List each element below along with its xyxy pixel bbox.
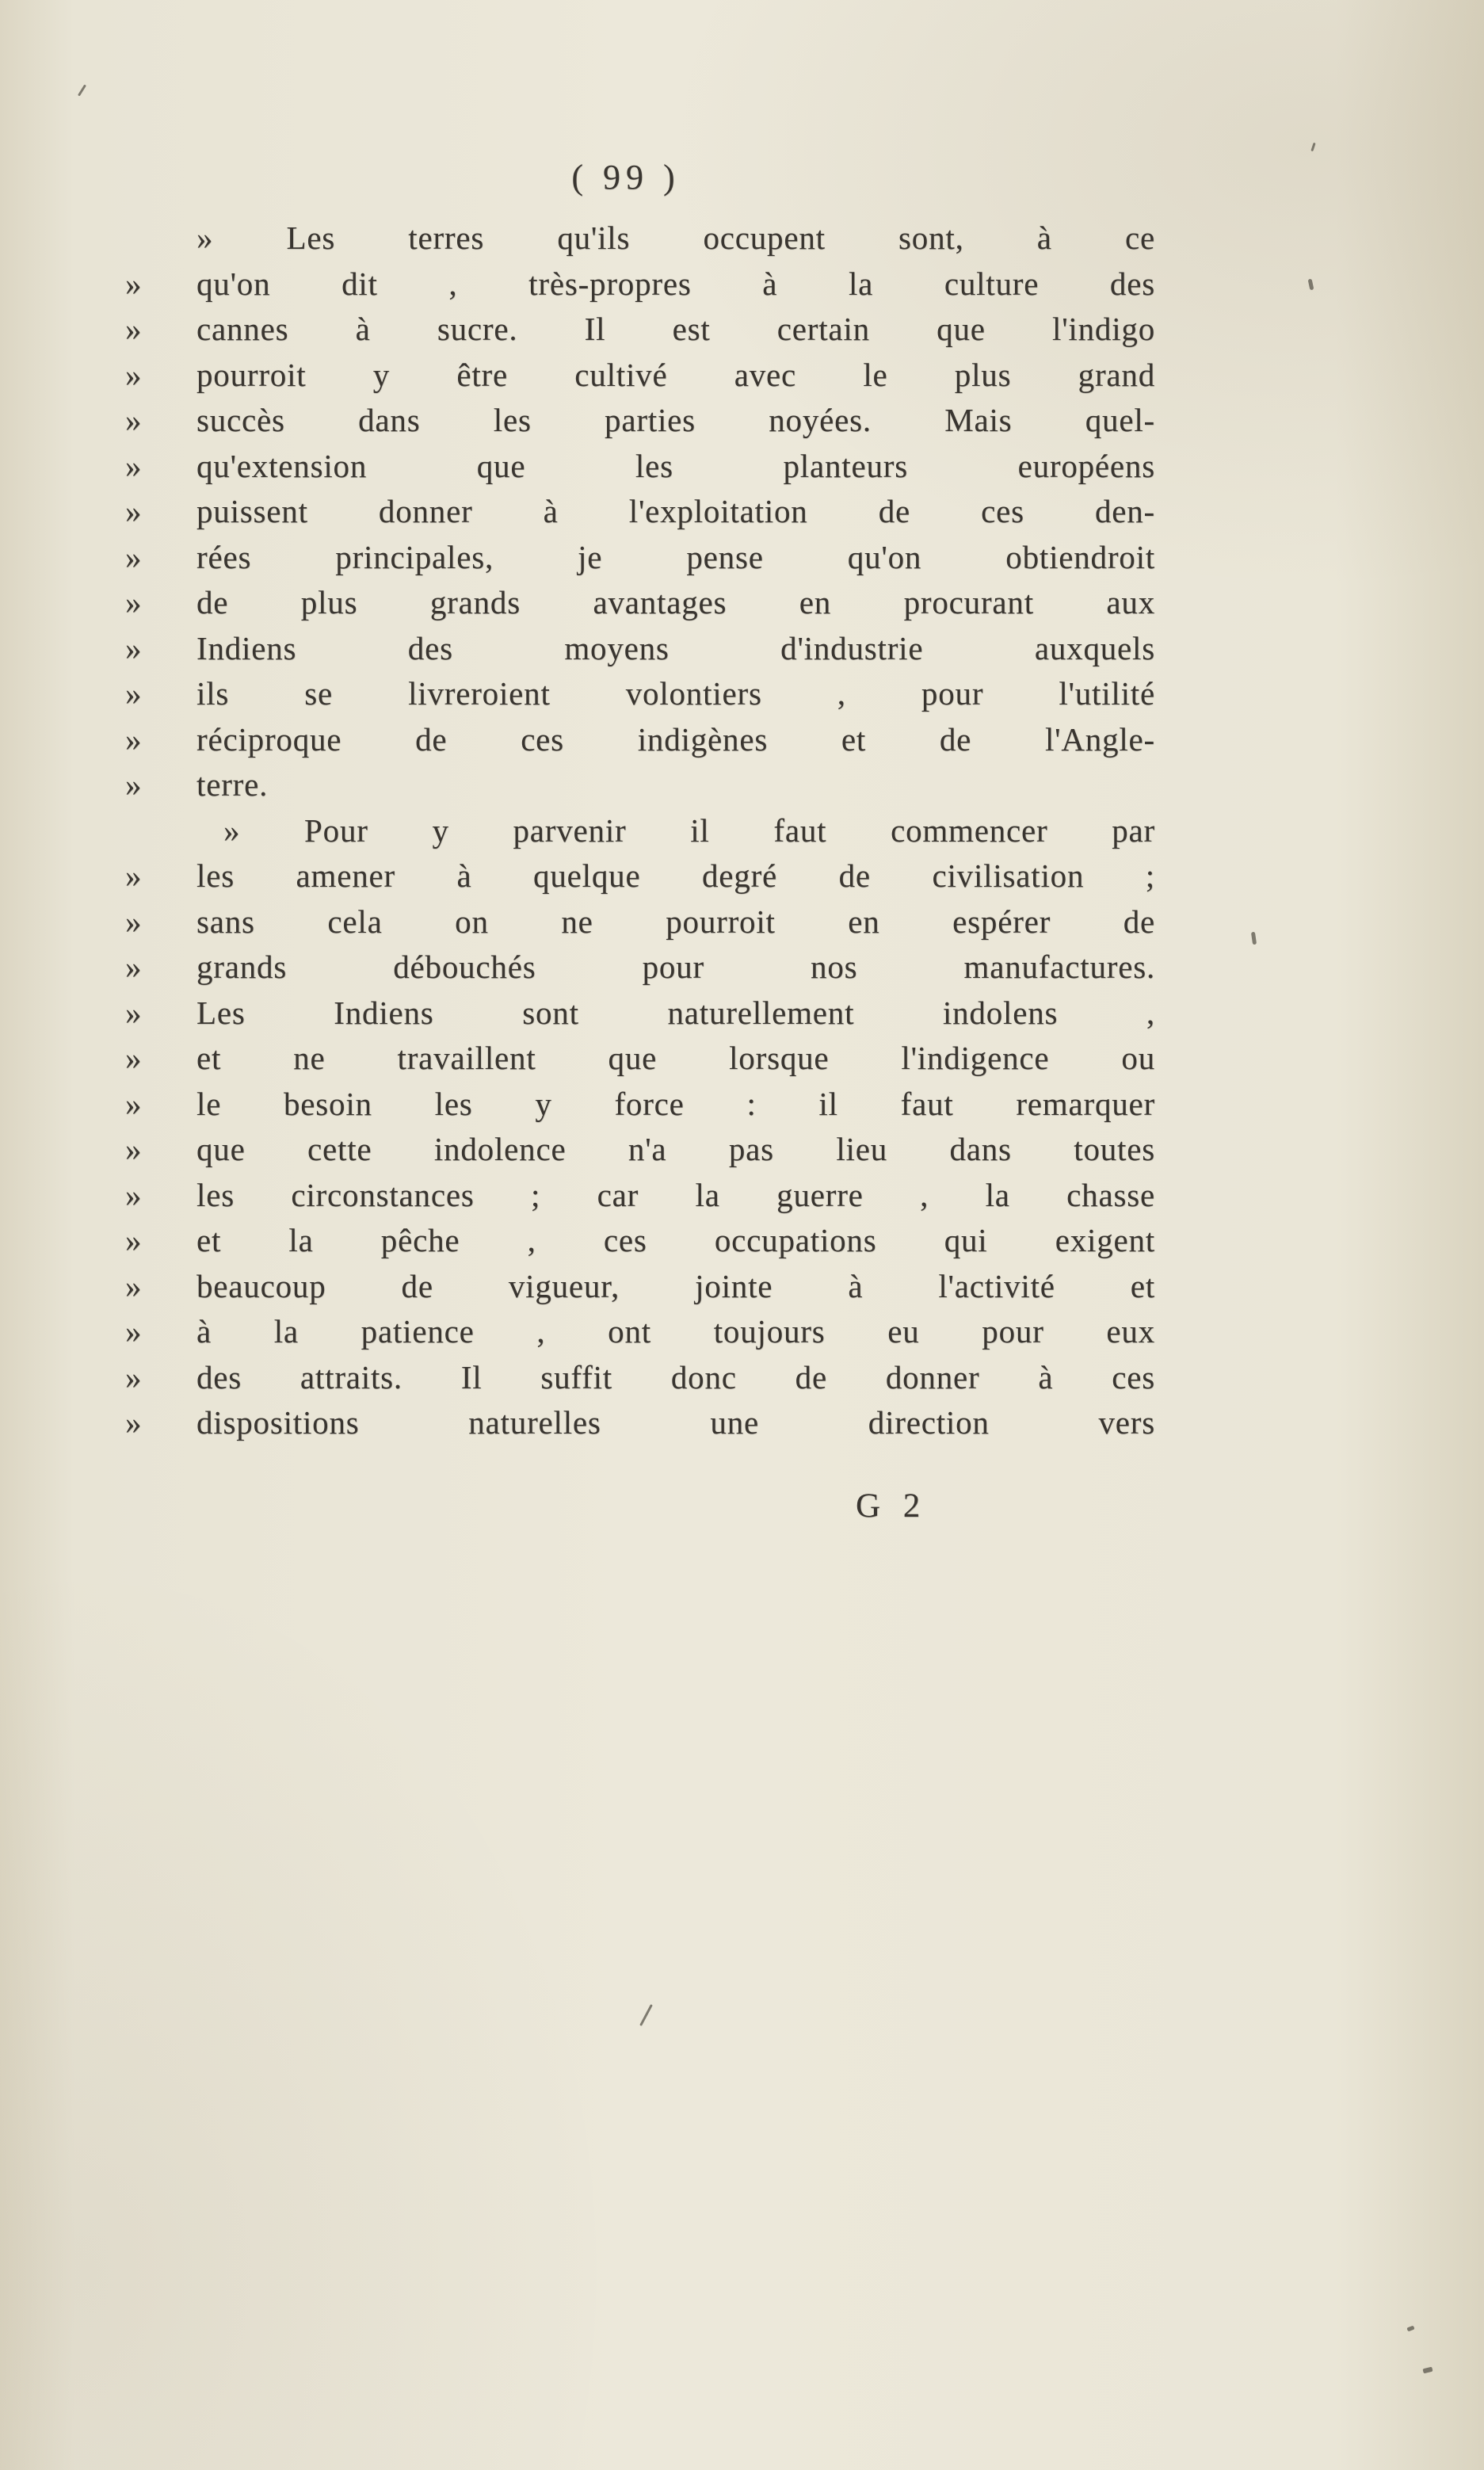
line-text: de plus grands avantages en procurant aux — [196, 584, 1155, 620]
text-line — [125, 580, 1155, 626]
text-line — [125, 1127, 1155, 1173]
quote-mark: » — [125, 447, 143, 484]
text-line — [125, 762, 1155, 808]
line-text: et ne travaillent que lorsque l'indigence ou — [196, 1040, 1155, 1076]
line-text: ils se livreroient volontiers , pour l'utilité — [196, 675, 1155, 712]
quote-mark: » — [125, 1222, 143, 1258]
paper-mark — [78, 84, 86, 96]
paper-mark — [1308, 279, 1314, 291]
line-text: qu'extension que les planteurs européens — [196, 447, 1155, 484]
line-text: réciproque de ces indigènes et de l'Angle- — [196, 720, 1155, 758]
quote-mark: » — [125, 584, 143, 620]
line-text: grands débouchés pour nos manufactures. — [196, 949, 1155, 985]
quote-mark: » — [125, 1404, 143, 1441]
text-line — [125, 1218, 1155, 1264]
text-line — [125, 398, 1155, 444]
quote-mark: » — [125, 1313, 143, 1350]
text-line — [125, 1400, 1155, 1446]
text-block — [125, 216, 1155, 1446]
text-line — [125, 899, 1155, 945]
text-line — [125, 535, 1155, 581]
gathering-signature: G 2 — [856, 1487, 928, 1525]
quote-mark: » — [125, 265, 143, 302]
text-line — [125, 853, 1155, 899]
quote-mark: » — [125, 1267, 143, 1304]
text-line — [125, 1173, 1155, 1219]
quote-mark: » — [125, 493, 143, 529]
line-text: beaucoup de vigueur, jointe à l'activité et — [196, 1267, 1155, 1304]
paper-mark — [1422, 2367, 1432, 2374]
text-line — [125, 444, 1155, 490]
quote-mark — [125, 808, 196, 854]
line-text: » Pour y parvenir il faut commencer par — [223, 811, 1155, 849]
line-text: le besoin les y force : il faut remarquer — [196, 1085, 1155, 1122]
quote-mark — [125, 216, 196, 262]
line-text: rées principales, je pense qu'on obtiendroit — [196, 538, 1155, 575]
text-line — [125, 945, 1155, 991]
line-text: les circonstances ; car la guerre , la chasse — [196, 1176, 1155, 1213]
paper-mark — [1251, 932, 1257, 945]
text-line — [125, 1264, 1155, 1310]
text-line — [125, 489, 1155, 535]
text-line — [125, 991, 1155, 1036]
line-text: Les Indiens sont naturellement indolens , — [196, 994, 1155, 1031]
line-text: cannes à sucre. Il est certain que l'indigo — [196, 311, 1155, 347]
line-text: pourroit y être cultivé avec le plus grand — [196, 356, 1155, 393]
text-line — [125, 671, 1155, 717]
text-line — [125, 216, 1155, 262]
text-line — [125, 808, 1155, 854]
text-line — [125, 1309, 1155, 1355]
line-text: Indiens des moyens d'industrie auxquels — [196, 629, 1155, 666]
line-text: les amener à quelque degré de civilisation ; — [196, 857, 1155, 894]
text-line — [125, 1355, 1155, 1401]
line-text: dispositions naturelles une direction vers — [196, 1404, 1155, 1441]
quote-mark: » — [125, 1176, 143, 1213]
quote-mark: » — [125, 1040, 143, 1076]
quote-mark: » — [125, 538, 143, 575]
line-text: puissent donner à l'exploitation de ces den- — [196, 493, 1155, 529]
text-line — [125, 717, 1155, 763]
quote-mark: » — [125, 1131, 143, 1167]
quote-mark: » — [125, 356, 143, 393]
quote-mark: » — [125, 857, 143, 894]
quote-mark: » — [125, 994, 143, 1031]
text-line — [125, 1082, 1155, 1128]
quote-mark: » — [125, 766, 143, 803]
text-line — [125, 626, 1155, 672]
text-line — [125, 307, 1155, 353]
line-text: sans cela on ne pourroit en espérer de — [196, 903, 1155, 940]
line-text: terre. — [196, 766, 269, 803]
quote-mark: » — [125, 1085, 143, 1122]
quote-mark: » — [125, 629, 143, 666]
line-text: que cette indolence n'a pas lieu dans toutes — [196, 1131, 1155, 1167]
page-number: ( 99 ) — [571, 158, 681, 197]
quote-mark: » — [125, 720, 143, 758]
text-line — [125, 353, 1155, 399]
quote-mark: » — [125, 402, 143, 438]
line-text: qu'on dit , très-propres à la culture des — [196, 265, 1155, 302]
quote-mark: » — [125, 1358, 143, 1395]
quote-mark: » — [125, 675, 143, 712]
line-text: à la patience , ont toujours eu pour eux — [196, 1313, 1155, 1350]
paper-mark — [639, 2004, 653, 2026]
paper-mark — [1310, 143, 1315, 151]
line-text: et la pêche , ces occupations qui exigent — [196, 1222, 1155, 1258]
text-line — [125, 262, 1155, 307]
quote-mark: » — [125, 949, 143, 985]
line-text: succès dans les parties noyées. Mais quel- — [196, 402, 1155, 438]
quote-mark: » — [125, 311, 143, 347]
paper-mark — [1406, 2326, 1414, 2332]
text-line — [125, 1036, 1155, 1082]
line-text: » Les terres qu'ils occupent sont, à ce — [196, 220, 1155, 256]
line-text: des attraits. Il suffit donc de donner à ces — [196, 1358, 1155, 1395]
quote-mark: » — [125, 903, 143, 940]
